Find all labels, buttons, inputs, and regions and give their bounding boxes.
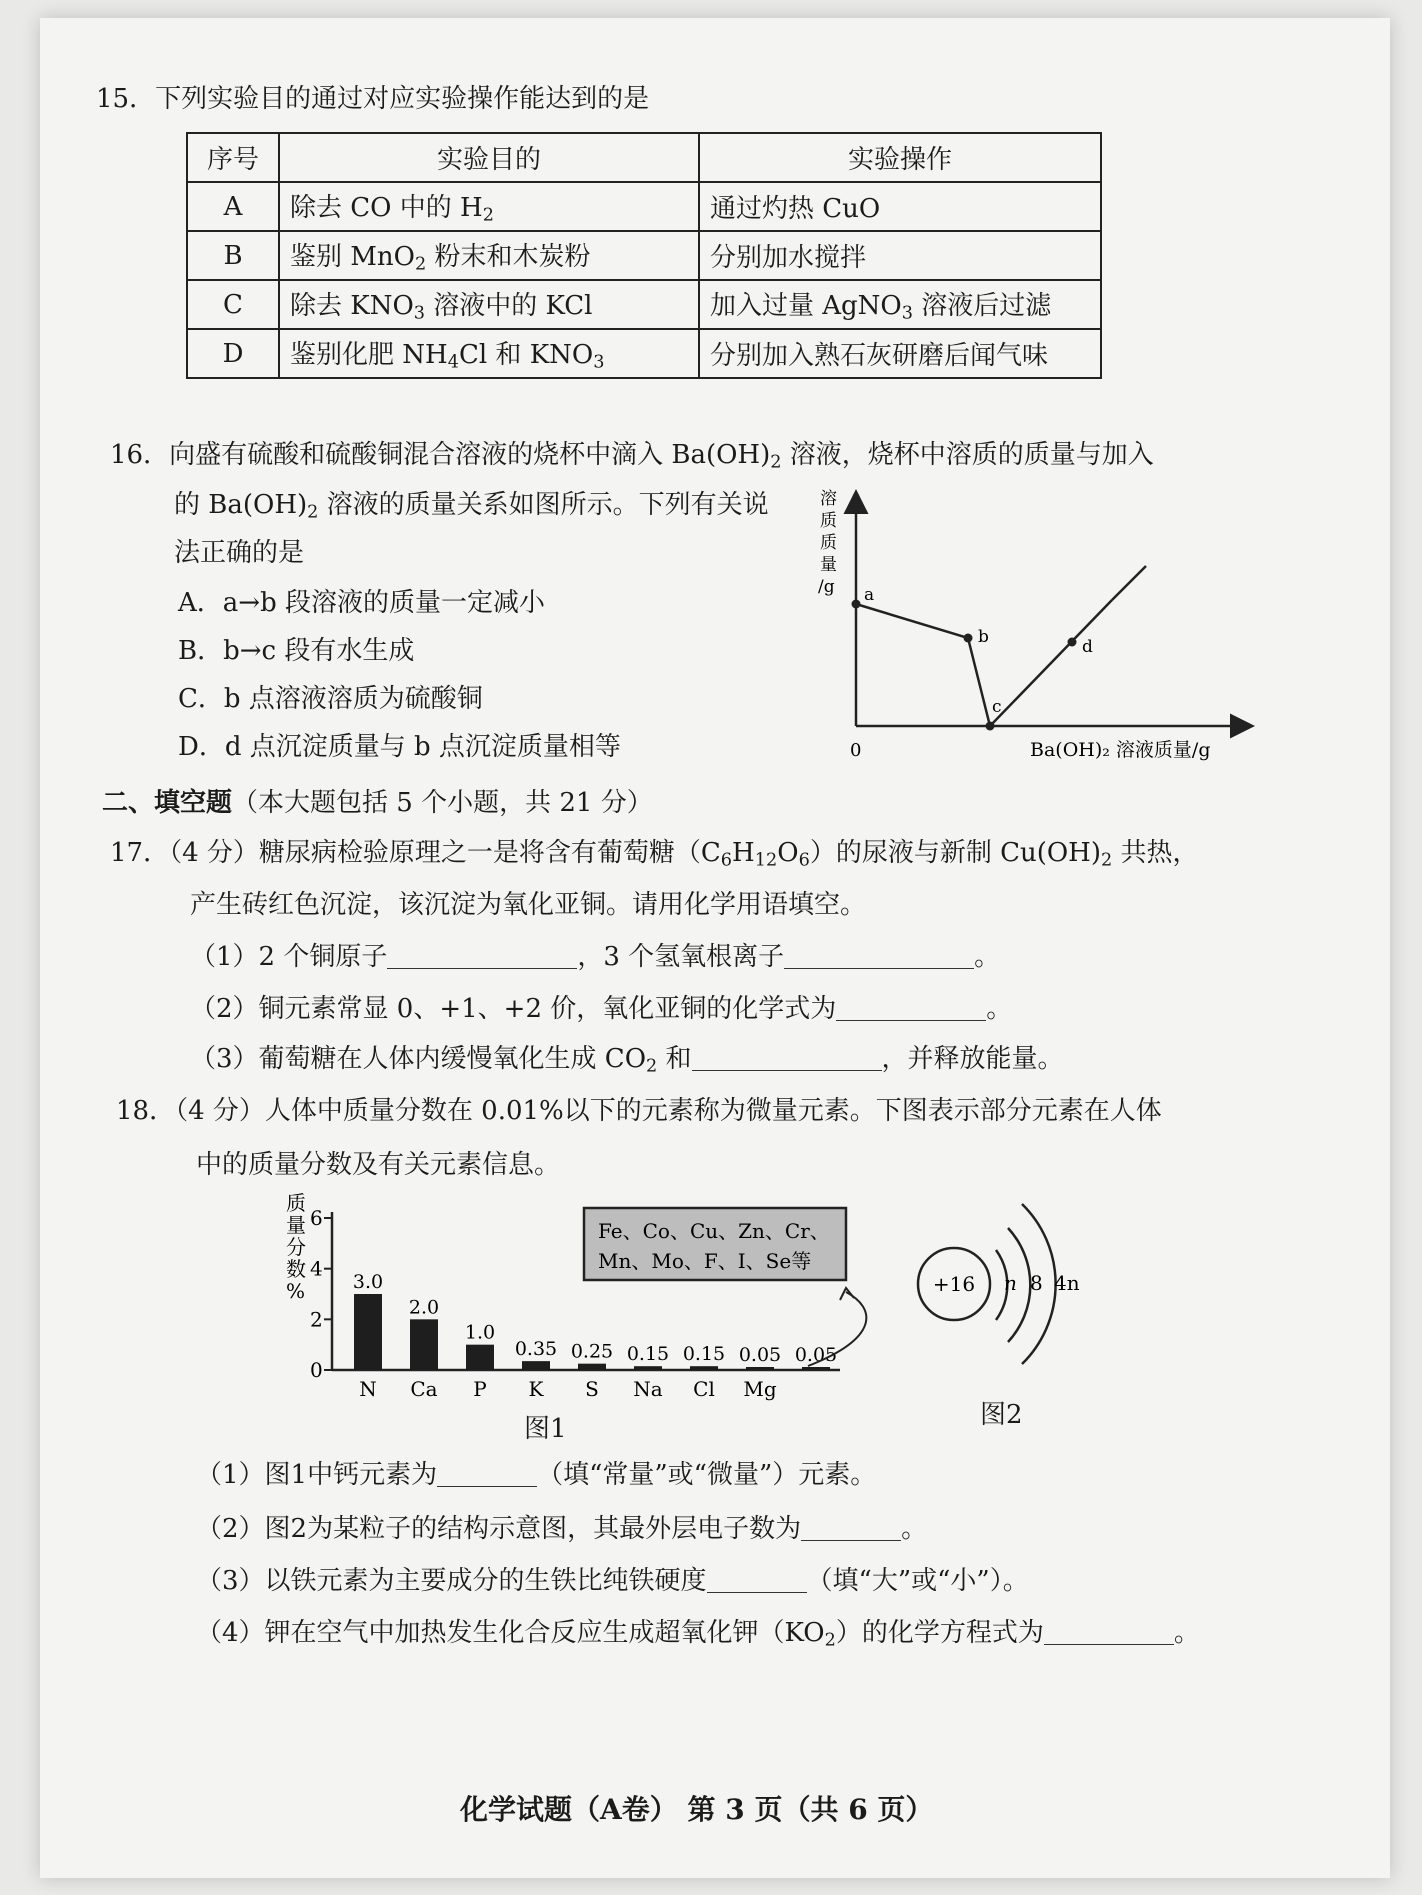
row-operation: 分别加入熟石灰研磨后闻气味 — [699, 329, 1101, 378]
row-purpose: 鉴别 MnO$_2$ 粉末和木炭粉 — [279, 231, 699, 280]
q18-stem-line2: 中的质量分数及有关元素信息。 — [196, 1150, 561, 1180]
q18-sub3: （3）以铁元素为主要成分的生铁比纯铁硬度 （填“大”或“小”）。 — [196, 1566, 1029, 1596]
bar-value-label: 0.35 — [514, 1338, 558, 1361]
chart-ylabel — [286, 1191, 306, 1303]
bar-value-label: 0.25 — [570, 1340, 614, 1363]
category-label: S — [585, 1377, 599, 1401]
answer-blank[interactable] — [437, 1460, 537, 1487]
point-c — [986, 722, 995, 731]
page-footer: 化学试题（A卷） 第 3 页（共 6 页） — [460, 1793, 934, 1826]
q16-option-d: D．d 点沉淀质量与 b 点沉淀质量相等 — [178, 732, 621, 762]
y-tick-label: 6 — [310, 1206, 323, 1230]
q17-stem-line1: 17．（4 分）糖尿病检验原理之一是将含有葡萄糖$(C_6H_{12}O_6)$的尿液与新制 $Cu(OH)_2$ 共热， — [110, 838, 1199, 871]
header-cell: 序号 — [187, 133, 279, 182]
q16-option-b: B．b→c 段有水生成 — [178, 636, 415, 666]
answer-blank[interactable] — [1044, 1618, 1174, 1645]
svg-text:量: 量 — [820, 555, 837, 575]
element-bar-chart — [280, 1188, 880, 1418]
category-label: Na — [633, 1377, 663, 1401]
table-row — [187, 182, 1101, 231]
row-purpose: 除去 CO 中的 $H_2$ — [279, 182, 699, 231]
row-id: A — [187, 182, 279, 231]
fig2-caption: 图2 — [980, 1400, 1023, 1430]
category-label: N — [359, 1377, 377, 1401]
header-cell: 实验操作 — [699, 133, 1101, 182]
table-header-row — [187, 133, 1101, 182]
bar — [746, 1367, 774, 1370]
header-cell: 实验目的 — [279, 133, 699, 182]
q16-stem-line1: 16．向盛有硫酸和硫酸铜混合溶液的烧杯中滴入 $Ba(OH)_2$ 溶液，烧杯中溶质的质量与加入 — [110, 440, 1154, 473]
answer-blank[interactable] — [692, 1044, 882, 1071]
table-row — [187, 329, 1101, 378]
trace-box-line2: Mn、Mo、F、I、Se等 — [598, 1249, 812, 1273]
q18-sub4: （4）钾在空气中加热发生化合反应生成超氧化钾$(KO_2)$的化学方程式为 。 — [196, 1618, 1200, 1651]
bar — [522, 1361, 550, 1370]
row-operation: 加入过量 AgNO$_3$ 溶液后过滤 — [699, 280, 1101, 329]
category-label: Mg — [743, 1377, 777, 1401]
point-a — [852, 600, 861, 609]
q18-sub1: （1）图1中钙元素为 （填“常量”或“微量”）元素。 — [196, 1460, 877, 1490]
q17-sub1: （1）2 个铜原子 ，3 个氢氧根离子 。 — [190, 942, 1001, 972]
point-c-label: c — [992, 697, 1002, 717]
shell-3-electrons: 4n — [1054, 1271, 1080, 1295]
q16-stem-line3: 法正确的是 — [174, 538, 305, 568]
table-row — [187, 231, 1101, 280]
y-tick-label: 0 — [310, 1358, 323, 1382]
section-2-title: 二、填空题 — [102, 788, 233, 818]
y-tick-label: 2 — [310, 1307, 323, 1332]
svg-text:/g: /g — [818, 577, 835, 597]
q18-sub2: （2）图2为某粒子的结构示意图，其最外层电子数为 。 — [196, 1514, 928, 1544]
x-axis-label: Ba(OH)₂ 溶液质量/g — [1030, 739, 1211, 761]
bar-value-label: 0.05 — [738, 1344, 782, 1366]
section-2-heading — [102, 786, 653, 820]
q15-stem: 15．下列实验目的通过对应实验操作能达到的是 — [96, 84, 650, 114]
mass-curve-tail — [1112, 566, 1146, 600]
q16-stem-line2: 的 $Ba(OH)_2$ 溶液的质量关系如图所示。下列有关说 — [174, 490, 769, 523]
bar-value-label: 0.15 — [626, 1343, 670, 1366]
shell-1-electrons: n — [1004, 1271, 1017, 1295]
q18-stem-line1: 18．（4 分）人体中质量分数在 0.01%以下的元素称为微量元素。下图表示部分元素在人体 — [116, 1096, 1162, 1126]
section-2-note: （本大题包括 5 个小题，共 21 分） — [232, 788, 653, 818]
point-b-label: b — [978, 627, 989, 647]
fig1-caption: 图1 — [524, 1414, 567, 1444]
answer-blank[interactable] — [707, 1566, 807, 1593]
trace-box-line1: Fe、Co、Cu、Zn、Cr、 — [598, 1219, 830, 1243]
answer-blank[interactable] — [387, 942, 577, 969]
nucleus-charge: +16 — [932, 1272, 976, 1296]
answer-blank[interactable] — [784, 942, 974, 969]
row-purpose: 鉴别化肥 $NH_4Cl$ 和 $KNO_3$ — [279, 329, 699, 378]
bar-value-label: 0.15 — [682, 1343, 726, 1366]
q16-option-c: C．b 点溶液溶质为硫酸铜 — [178, 684, 483, 714]
bar — [634, 1366, 662, 1370]
ylabel-char: 分 — [286, 1235, 306, 1259]
category-label: Cl — [693, 1377, 715, 1401]
bar — [578, 1364, 606, 1370]
bar-value-label: 2.0 — [408, 1296, 440, 1319]
category-label: K — [528, 1377, 544, 1401]
q17-sub2: （2）铜元素常显 0、+1、+2 价，氧化亚铜的化学式为 。 — [190, 994, 1013, 1024]
q17-stem-line2: 产生砖红色沉淀，该沉淀为氧化亚铜。请用化学用语填空。 — [190, 890, 867, 920]
row-id: C — [187, 280, 279, 329]
bar-value-label: 0.05 — [794, 1344, 838, 1366]
point-b — [964, 634, 973, 643]
row-id: D — [187, 329, 279, 378]
q16-option-a: A．a→b 段溶液的质量一定减小 — [178, 588, 545, 618]
trace-arrow-head — [840, 1288, 854, 1300]
row-purpose: 除去 $KNO_3$ 溶液中的 KCl — [279, 280, 699, 329]
q17-sub3: （3）葡萄糖在人体内缓慢氧化生成 $CO_2$ 和 ，并释放能量。 — [190, 1044, 1064, 1077]
origin-label: 0 — [850, 740, 862, 761]
bar — [466, 1345, 494, 1370]
point-d — [1068, 638, 1077, 647]
ylabel-char: 质 — [286, 1191, 306, 1215]
ylabel-char: % — [286, 1279, 306, 1303]
mass-curve — [856, 600, 1112, 726]
bar — [802, 1367, 830, 1370]
ylabel-char: 数 — [286, 1257, 306, 1281]
row-id: B — [187, 231, 279, 280]
point-d-label: d — [1082, 637, 1093, 657]
answer-blank[interactable] — [836, 994, 986, 1021]
category-label: P — [473, 1377, 487, 1401]
bar — [410, 1319, 438, 1370]
svg-text:溶: 溶 — [820, 489, 837, 509]
bar-value-label: 3.0 — [352, 1271, 384, 1293]
row-operation: 分别加水搅拌 — [699, 231, 1101, 280]
ylabel-char: 量 — [286, 1213, 306, 1237]
q16-graph — [810, 486, 1280, 766]
y-axis-label — [818, 489, 837, 597]
atom-structure-diagram — [904, 1180, 1104, 1380]
q15-table — [186, 132, 1102, 379]
point-a-label: a — [864, 585, 875, 605]
bar — [690, 1366, 718, 1370]
svg-text:质: 质 — [820, 511, 837, 531]
y-tick-label: 4 — [310, 1256, 323, 1281]
bar-value-label: 1.0 — [464, 1321, 496, 1344]
row-operation: 通过灼热 CuO — [699, 182, 1101, 231]
exam-page — [40, 18, 1390, 1878]
answer-blank[interactable] — [801, 1514, 901, 1541]
shell-2-electrons: 8 — [1030, 1271, 1043, 1295]
category-label: Ca — [410, 1377, 438, 1401]
bar — [354, 1294, 382, 1370]
table-row — [187, 280, 1101, 329]
svg-text:质: 质 — [820, 533, 837, 553]
